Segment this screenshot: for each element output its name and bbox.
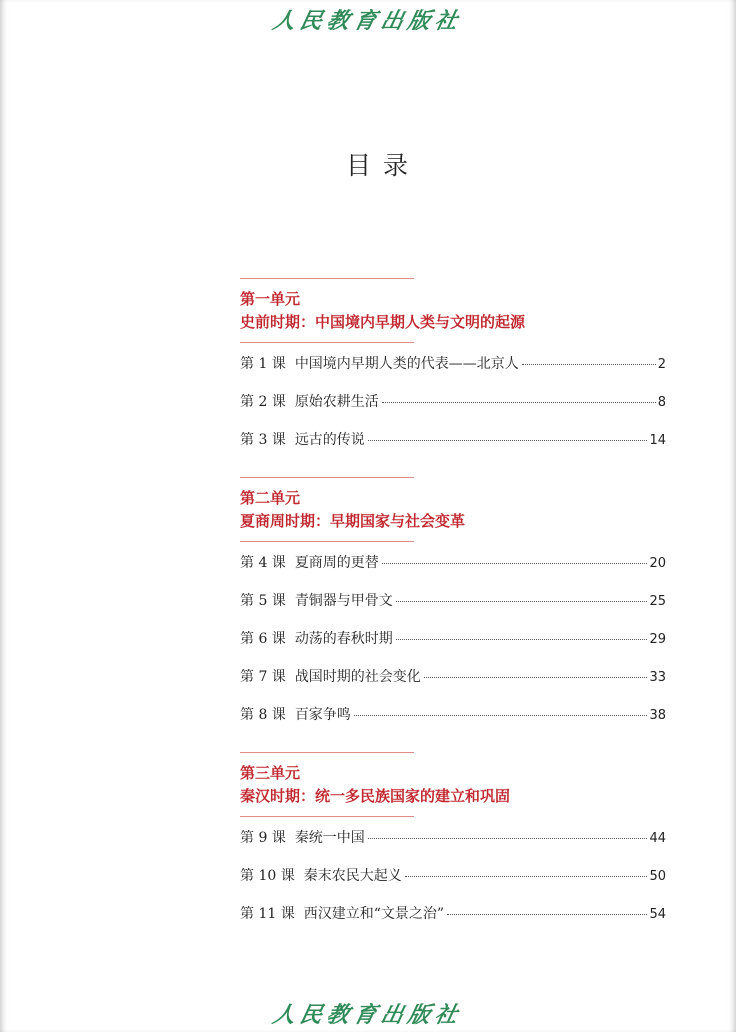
toc-entry[interactable] — [240, 429, 666, 467]
publisher-logo-top: 人民教育出版社 — [270, 8, 465, 34]
toc-entry[interactable] — [240, 827, 666, 865]
toc-entry[interactable] — [240, 903, 666, 941]
toc-entry[interactable] — [240, 704, 666, 742]
lesson-list — [240, 542, 666, 742]
unit-heading — [240, 279, 666, 342]
lesson-label: 第 7 课 — [240, 669, 286, 685]
unit-number: 第三单元 — [240, 764, 301, 782]
toc-entry[interactable] — [240, 391, 666, 429]
dot-leader — [396, 639, 648, 640]
unit-heading — [240, 478, 666, 541]
toc-entry[interactable] — [240, 628, 666, 666]
dot-leader — [368, 838, 648, 839]
unit-number: 第二单元 — [240, 489, 301, 507]
lesson-title: 中国境内早期人类的代表——北京人 — [294, 356, 519, 372]
toc-entry[interactable] — [240, 865, 666, 903]
unit-2 — [240, 477, 666, 742]
lesson-title: 西汉建立和“文景之治” — [303, 906, 445, 922]
table-of-contents — [240, 278, 666, 941]
toc-entry[interactable] — [240, 590, 666, 628]
lesson-label: 第 3 课 — [240, 432, 286, 448]
lesson-label: 第 11 课 — [240, 906, 295, 922]
lesson-label: 第 10 课 — [240, 868, 295, 884]
dot-leader — [396, 601, 648, 602]
dot-leader — [382, 563, 648, 564]
unit-name: 夏商周时期：早期国家与社会变革 — [240, 512, 466, 530]
lesson-title: 秦统一中国 — [294, 830, 365, 846]
unit-name: 史前时期：中国境内早期人类与文明的起源 — [240, 313, 526, 331]
dot-leader — [368, 440, 648, 441]
unit-name: 秦汉时期：统一多民族国家的建立和巩固 — [240, 787, 511, 805]
lesson-title: 原始农耕生活 — [294, 394, 379, 410]
lesson-title: 青铜器与甲骨文 — [294, 593, 393, 609]
toc-entry[interactable] — [240, 552, 666, 590]
lesson-label: 第 4 课 — [240, 555, 286, 571]
publisher-logo-bottom: 人民教育出版社 — [270, 1002, 465, 1028]
lesson-title: 秦末农民大起义 — [303, 868, 402, 884]
page-number: 25 — [649, 594, 666, 609]
lesson-label: 第 6 课 — [240, 631, 286, 647]
page-number: 38 — [649, 708, 666, 723]
dot-leader — [424, 677, 648, 678]
lesson-label: 第 9 课 — [240, 830, 286, 846]
page-title: 目录 — [345, 151, 420, 180]
page-number: 44 — [649, 831, 666, 846]
dot-leader — [382, 402, 656, 403]
lesson-label: 第 8 课 — [240, 707, 286, 723]
dot-leader — [354, 715, 648, 716]
unit-3 — [240, 752, 666, 941]
lesson-title: 百家争鸣 — [294, 707, 351, 723]
lesson-title: 夏商周的更替 — [294, 555, 379, 571]
unit-1 — [240, 278, 666, 467]
lesson-title: 远古的传说 — [294, 432, 365, 448]
page-number: 33 — [649, 670, 666, 685]
dot-leader — [447, 914, 647, 915]
toc-entry[interactable] — [240, 353, 666, 391]
dot-leader — [405, 876, 648, 877]
unit-heading — [240, 753, 666, 816]
page-number: 8 — [657, 395, 666, 410]
lesson-list — [240, 343, 666, 467]
page-number: 2 — [657, 357, 666, 372]
lesson-label: 第 1 课 — [240, 356, 286, 372]
page-number: 29 — [649, 632, 666, 647]
lesson-list — [240, 817, 666, 941]
page-number: 14 — [649, 433, 666, 448]
page-number: 50 — [649, 869, 666, 884]
toc-entry[interactable] — [240, 666, 666, 704]
dot-leader — [522, 364, 656, 365]
lesson-title: 动荡的春秋时期 — [294, 631, 393, 647]
unit-number: 第一单元 — [240, 290, 301, 308]
page-number: 54 — [649, 907, 666, 922]
page-number: 20 — [649, 556, 666, 571]
lesson-label: 第 2 课 — [240, 394, 286, 410]
lesson-label: 第 5 课 — [240, 593, 286, 609]
lesson-title: 战国时期的社会变化 — [294, 669, 421, 685]
